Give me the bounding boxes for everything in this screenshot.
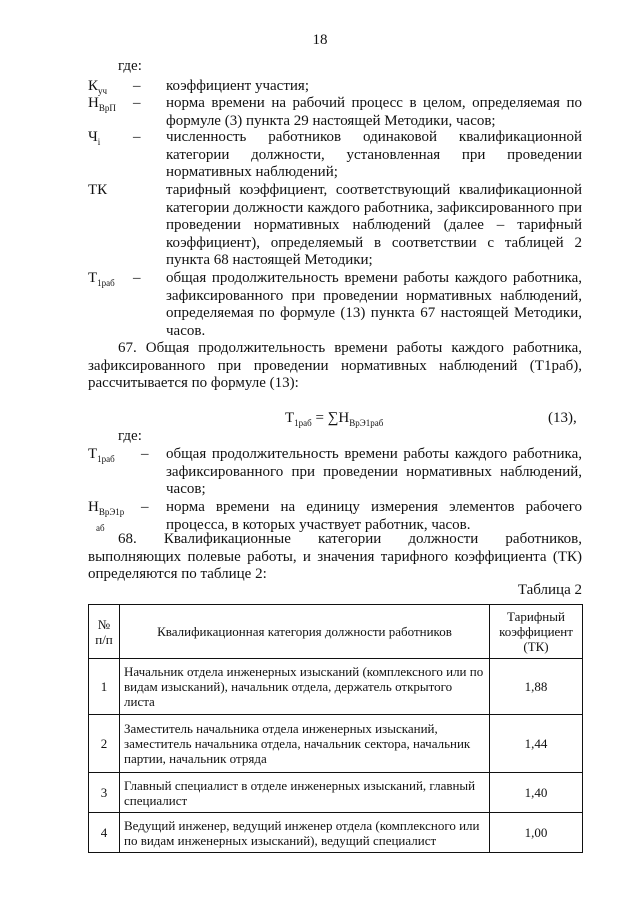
table-caption: Таблица 2 (517, 582, 582, 598)
row-coefficient: 1,00 (490, 813, 583, 853)
row-category: Ведущий инженер, ведущий инженер отдела (комплексного или по видам инженерных изысканий), ведущий специалист (120, 813, 490, 853)
row-category: Заместитель начальника отдела инженерных изысканий, заместитель начальника отдела, начальник сектора, начальник партии, начальник отряда (120, 715, 490, 773)
table-row (89, 773, 583, 813)
definition-text: норма времени на единицу измерения элементов рабочего процесса, в которых участвует работник, часов. (166, 499, 582, 533)
column-header-category: Квалификационная категория должности работников (120, 605, 490, 659)
definition-text: общая продолжительность времени работы каждого работника, зафиксированного при проведении нормативных наблюдений, часов; (166, 446, 582, 497)
paragraph-67: 67. Общая продолжительность времени работы каждого работника, зафиксированного при проведении нормативных наблюдений (Т1раб), рассчитывается по формуле (13): (88, 340, 582, 391)
definition-dash: – (133, 78, 141, 94)
row-coefficient: 1,88 (490, 659, 583, 715)
row-category: Главный специалист в отделе инженерных изысканий, главный специалист (120, 773, 490, 813)
table-row (89, 715, 583, 773)
term-ch-i: $Ч_i$ (88, 129, 101, 147)
table-row (89, 659, 583, 715)
row-coefficient: 1,44 (490, 715, 583, 773)
row-number: 3 (89, 773, 120, 813)
table-row (89, 813, 583, 853)
definition-text: численность работников одинаковой квалификационной категории должности, установленная при проведении нормативных наблюдений; (166, 129, 582, 180)
row-category: Начальник отдела инженерных изысканий (комплексного или по видам изысканий), начальник отдела, держатель открытого листа (120, 659, 490, 715)
term-subscript-continuation: аб (96, 523, 105, 533)
formula-13: $Т_{1раб} = \sum Н_{ВрЭ1раб}$ (285, 410, 384, 428)
term-k-uch: $К_{уч}$ (88, 78, 108, 96)
term-n-vre1rab: $Н_{ВрЭ1р}$ (88, 499, 125, 517)
column-header-coefficient: Тарифный коэффициент (ТК) (490, 605, 583, 659)
term-tk: ТК (88, 182, 108, 198)
definition-text: общая продолжительность времени работы каждого работника, зафиксированного при проведении нормативных наблюдений, определяемая по формуле (13) пункта 67 настоящей Методики, часов. (166, 270, 582, 339)
definition-text: норма времени на рабочий процесс в целом, определяемая по формуле (3) пункта 29 настоящей Методики, часов; (166, 95, 582, 129)
coefficient-table (88, 604, 583, 853)
term-n-vrp: $Н_{ВрП}$ (88, 95, 116, 113)
definition-text: тарифный коэффициент, соответствующий квалификационной категории должности каждого работника, зафиксированного при проведении нормативных наблюдений (далее – тарифный коэффициент), определяемый в соответствии с таблицей 2 пункта 68 настоящей Методики; (166, 182, 582, 268)
row-number: 2 (89, 715, 120, 773)
row-number: 1 (89, 659, 120, 715)
definition-dash: – (133, 129, 141, 145)
definition-dash: – (133, 270, 141, 286)
table-header-row (89, 605, 583, 659)
row-coefficient: 1,40 (490, 773, 583, 813)
column-header-number: № п/п (89, 605, 120, 659)
where-label: где: (118, 428, 142, 444)
formula-number: (13), (548, 410, 577, 426)
definition-text: коэффициент участия; (166, 78, 309, 94)
where-label: где: (118, 58, 142, 74)
definition-dash: – (141, 499, 149, 515)
definition-dash: – (141, 446, 149, 462)
term-t-1rab: $Т_{1раб}$ (88, 270, 115, 288)
definition-dash: – (133, 95, 141, 111)
paragraph-68: 68. Квалификационные категории должности работников, выполняющих полевые работы, и значения тарифного коэффициента (ТК) определяются по таблице 2: (88, 531, 582, 582)
term-t-1rab: $Т_{1раб}$ (88, 446, 115, 464)
page-number: 18 (312, 32, 328, 48)
row-number: 4 (89, 813, 120, 853)
